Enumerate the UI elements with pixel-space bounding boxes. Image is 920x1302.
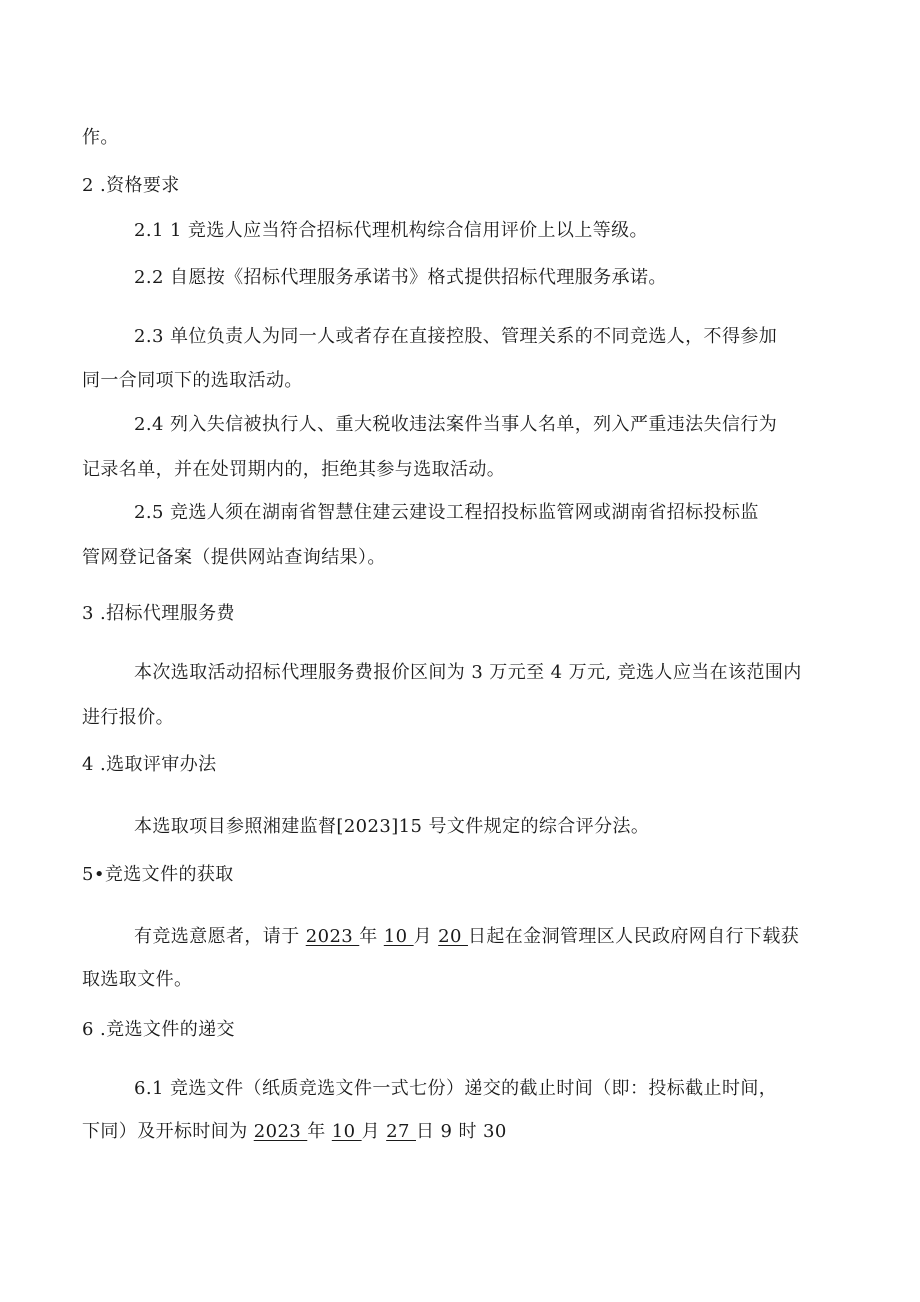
date-year: 2023 bbox=[305, 926, 360, 947]
paragraph-6-1-line1: 6.1 竞选文件（纸质竞选文件一式七份）递交的截止时间（即：投标截止时间， bbox=[134, 1078, 778, 1099]
paragraph-2-2: 2.2 自愿按《招标代理服务承诺书》格式提供招标代理服务承诺。 bbox=[134, 267, 667, 288]
paragraph-2-5-line1: 2.5 竞选人须在湖南省智慧住建云建设工程招投标监管网或湖南省招标投标监 bbox=[134, 502, 759, 523]
paragraph-5-line1 bbox=[134, 925, 799, 949]
year-unit: 年 bbox=[359, 926, 384, 947]
date-day: 20 bbox=[438, 926, 468, 947]
heading-agency-fee: 3 .招标代理服务费 bbox=[82, 603, 235, 624]
paragraph-2-4-line2: 记录名单，并在处罚期内的，拒绝其参与选取活动。 bbox=[82, 459, 506, 480]
paragraph-5-text-post: 日起在金洞管理区人民政府网自行下载获 bbox=[467, 926, 800, 947]
paragraph-2-1: 2.1 1 竞选人应当符合招标代理机构综合信用评价上以上等级。 bbox=[134, 220, 648, 241]
deadline-year: 2023 bbox=[253, 1121, 308, 1142]
deadline-year-unit: 年 bbox=[307, 1121, 332, 1142]
heading-submit-documents: 6 .竞选文件的递交 bbox=[82, 1019, 235, 1040]
paragraph-4: 本选取项目参照湘建监督[2023]15 号文件规定的综合评分法。 bbox=[134, 816, 650, 837]
paragraph-2-4-line1: 2.4 列入失信被执行人、重大税收违法案件当事人名单，列入严重违法失信行为 bbox=[134, 414, 778, 435]
month-unit: 月 bbox=[413, 926, 439, 947]
paragraph-2-3-line1: 2.3 单位负责人为同一人或者存在直接控股、管理关系的不同竞选人，不得参加 bbox=[134, 326, 778, 347]
heading-obtain-documents: 5•竞选文件的获取 bbox=[82, 864, 234, 885]
paragraph-6-1-line2 bbox=[82, 1120, 507, 1144]
paragraph-6-1-text-pre: 下同）及开标时间为 bbox=[82, 1121, 254, 1142]
deadline-month-unit: 月 bbox=[361, 1121, 387, 1142]
heading-qualification: 2 .资格要求 bbox=[82, 175, 180, 196]
paragraph-5-line2: 取选取文件。 bbox=[82, 969, 193, 990]
continuation-text: 作。 bbox=[82, 127, 119, 148]
date-month: 10 bbox=[383, 926, 414, 947]
paragraph-2-5-line2: 管网登记备案（提供网站查询结果）。 bbox=[82, 547, 386, 568]
deadline-month: 10 bbox=[331, 1121, 362, 1142]
paragraph-5-text-pre: 有竞选意愿者，请于 bbox=[134, 926, 306, 947]
paragraph-3-line2: 进行报价。 bbox=[82, 707, 174, 728]
heading-review-method: 4 .选取评审办法 bbox=[82, 754, 217, 775]
paragraph-3-line1: 本次选取活动招标代理服务费报价区间为 3 万元至 4 万元, 竞选人应当在该范围内 bbox=[134, 662, 802, 683]
paragraph-2-3-line2: 同一合同项下的选取活动。 bbox=[82, 370, 303, 391]
deadline-time-text: 日 9 时 30 bbox=[415, 1121, 507, 1142]
deadline-day: 27 bbox=[386, 1121, 416, 1142]
